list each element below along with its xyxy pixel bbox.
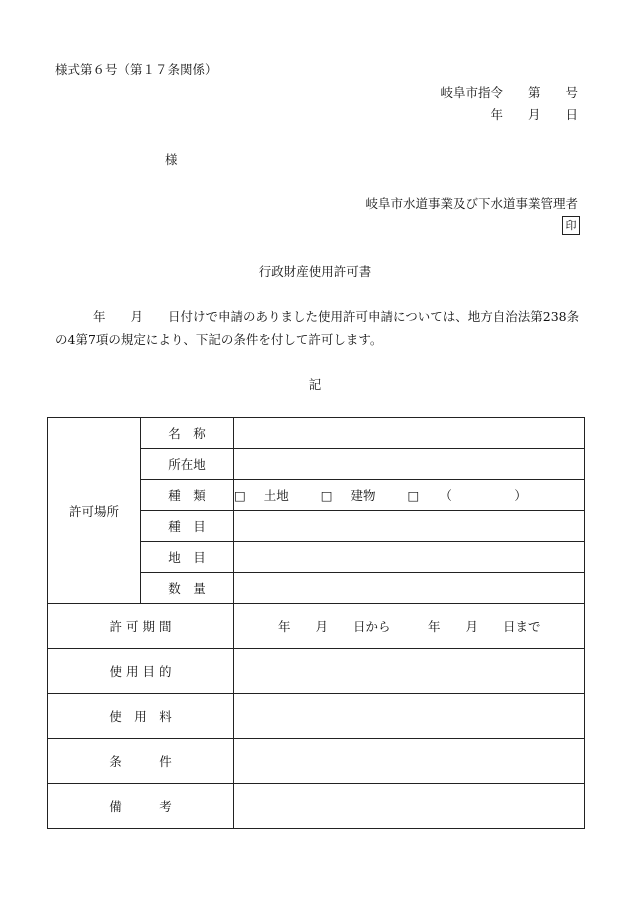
table-row <box>48 784 585 829</box>
body-line-1: 年 月 日付けで申請のありました使用許可申請については、地方自治法第238条 <box>93 309 580 324</box>
form-number: 様式第６号（第１７条関係） <box>55 62 218 77</box>
seal-stamp: 印 <box>562 216 580 235</box>
addressee-suffix: 様 <box>165 152 178 167</box>
name-field[interactable] <box>234 418 585 449</box>
issuer-name: 岐阜市水道事業及び下水道事業管理者 <box>365 196 578 211</box>
row-label-category: 種 目 <box>141 511 234 542</box>
land-category-field[interactable] <box>234 542 585 573</box>
row-label-name: 名 称 <box>141 418 234 449</box>
period-field[interactable]: 年 月 日から 年 月 日まで <box>234 604 585 649</box>
row-label-land-category: 地 目 <box>141 542 234 573</box>
purpose-label: 使 用 目 的 <box>48 649 234 694</box>
checkbox-land[interactable]: □ <box>234 488 246 503</box>
row-label-quantity: 数 量 <box>141 573 234 604</box>
option-other-label: （ ） <box>439 488 527 503</box>
checkbox-building[interactable]: □ <box>320 488 333 503</box>
remarks-label: 備 考 <box>48 784 234 829</box>
issue-date: 年 月 日 <box>490 107 578 122</box>
document-title: 行政財産使用許可書 <box>258 264 372 279</box>
table-row <box>48 418 585 449</box>
type-field <box>234 480 585 511</box>
row-label-type: 種 類 <box>141 480 234 511</box>
fee-field[interactable] <box>234 694 585 739</box>
body-line-2: の4第7項の規定により、下記の条件を付して許可します。 <box>55 332 383 347</box>
fee-label: 使 用 料 <box>48 694 234 739</box>
table-row <box>48 604 585 649</box>
directive-number: 岐阜市指令 第 号 <box>440 85 578 100</box>
option-building-label: 建物 <box>350 488 376 503</box>
period-label: 許 可 期 間 <box>48 604 234 649</box>
table-row <box>48 649 585 694</box>
checkbox-other[interactable]: □ <box>407 488 420 503</box>
row-label-location: 所在地 <box>141 449 234 480</box>
remarks-field[interactable] <box>234 784 585 829</box>
option-land-label: 土地 <box>263 488 289 503</box>
quantity-field[interactable] <box>234 573 585 604</box>
permit-table <box>47 417 585 829</box>
ki-heading: 記 <box>308 377 322 392</box>
condition-label: 条 件 <box>48 739 234 784</box>
category-field[interactable] <box>234 511 585 542</box>
condition-field[interactable] <box>234 739 585 784</box>
location-field[interactable] <box>234 449 585 480</box>
place-group-label: 許可場所 <box>48 418 141 604</box>
purpose-field[interactable] <box>234 649 585 694</box>
table-row <box>48 739 585 784</box>
table-row <box>48 694 585 739</box>
